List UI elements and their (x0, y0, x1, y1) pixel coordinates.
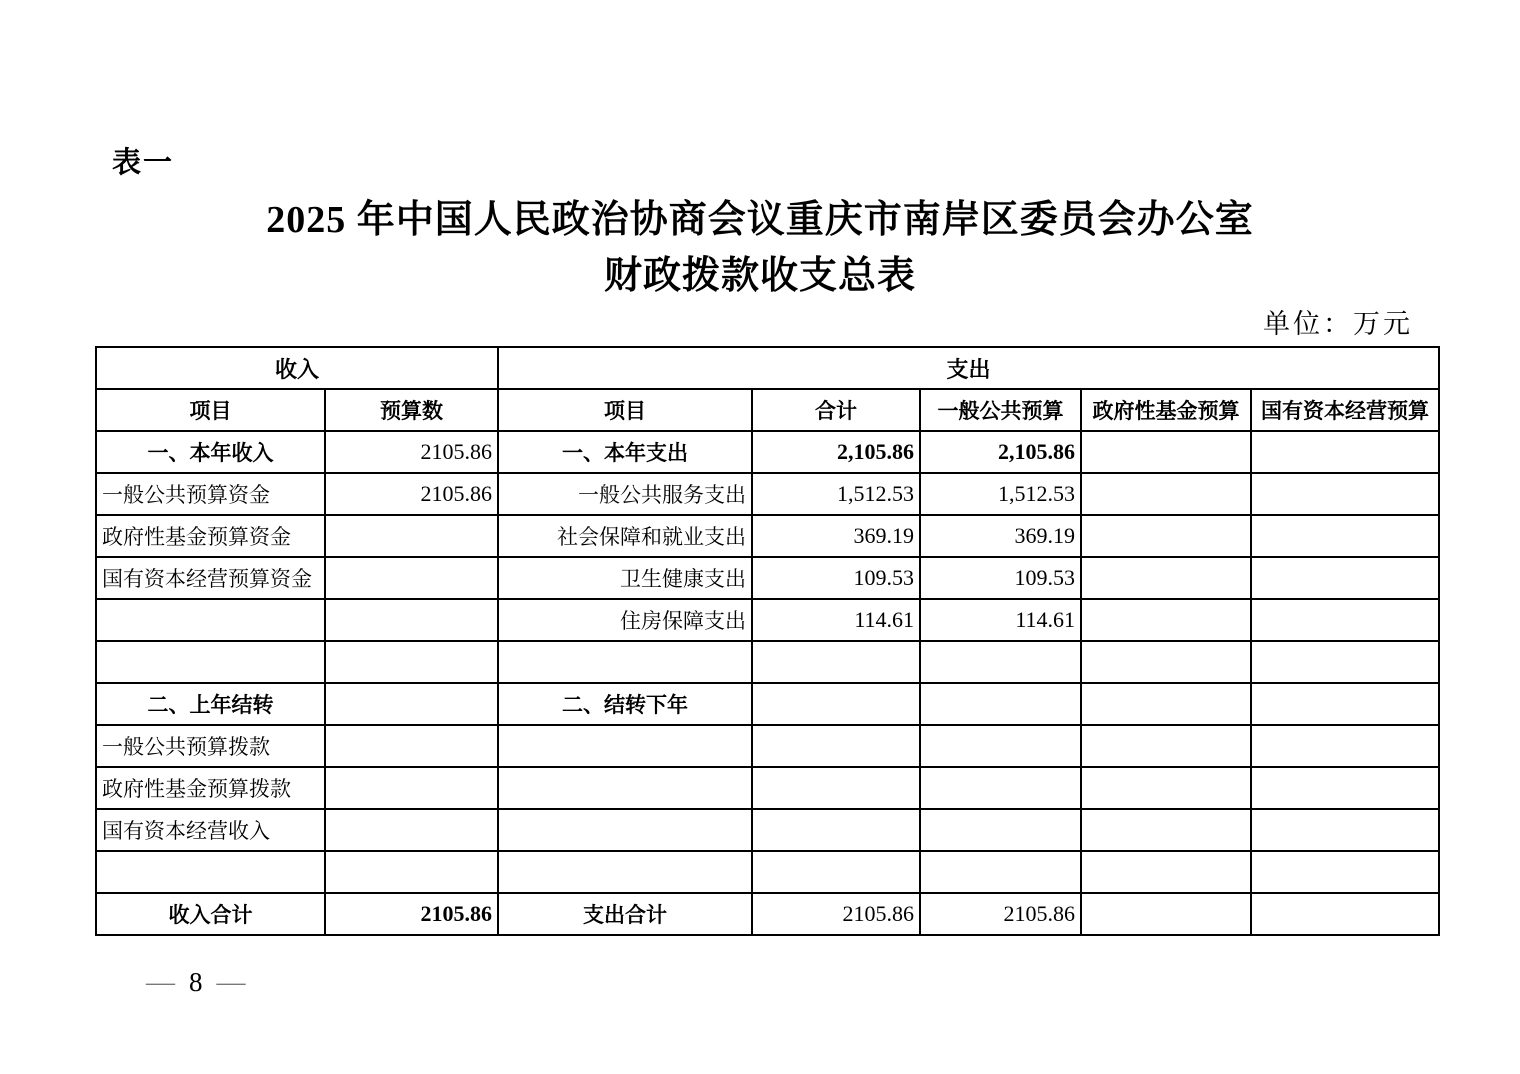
table-cell (920, 809, 1081, 851)
footer-left-dash: — (146, 966, 175, 998)
table-cell (498, 851, 752, 893)
table-cell (920, 641, 1081, 683)
table-row (96, 725, 1439, 767)
table-row (96, 515, 1439, 557)
table-cell: 2,105.86 (920, 431, 1081, 473)
table-cell (752, 767, 920, 809)
table-cell (498, 641, 752, 683)
table-cell (1081, 431, 1251, 473)
table-cell (325, 851, 498, 893)
col-header-general-public-budget: 一般公共预算 (920, 389, 1081, 431)
table-cell: 政府性基金预算拨款 (96, 767, 325, 809)
table-cell (96, 641, 325, 683)
table-cell: 一、本年收入 (96, 431, 325, 473)
table-cell (1251, 809, 1439, 851)
col-header-expense-item: 项目 (498, 389, 752, 431)
table-cell: 109.53 (920, 557, 1081, 599)
table-cell: 114.61 (920, 599, 1081, 641)
table-label: 表一 (112, 147, 175, 179)
table-cell: 卫生健康支出 (498, 557, 752, 599)
table-cell (1251, 725, 1439, 767)
table-cell (752, 683, 920, 725)
table-cell: 2105.86 (325, 893, 498, 935)
table-cell (325, 725, 498, 767)
table-cell (1251, 641, 1439, 683)
table-row (96, 557, 1439, 599)
table-cell (1081, 767, 1251, 809)
table-cell (325, 767, 498, 809)
table-cell (498, 725, 752, 767)
table-cell (1251, 515, 1439, 557)
table-cell (1081, 557, 1251, 599)
table-cell (325, 683, 498, 725)
table-cell: 收入合计 (96, 893, 325, 935)
table-cell: 一般公共预算资金 (96, 473, 325, 515)
table-cell: 一般公共预算拨款 (96, 725, 325, 767)
table-cell: 社会保障和就业支出 (498, 515, 752, 557)
table-cell (325, 599, 498, 641)
table-cell (1081, 851, 1251, 893)
table-cell (1081, 599, 1251, 641)
table-cell: 2105.86 (325, 473, 498, 515)
table-cell (325, 809, 498, 851)
table-row (96, 641, 1439, 683)
table-cell: 一、本年支出 (498, 431, 752, 473)
income-group-header: 收入 (96, 347, 498, 389)
table-cell (1251, 767, 1439, 809)
page-number: 8 (189, 967, 203, 997)
unit-label: 单位：万元 (1263, 309, 1413, 339)
table-cell: 369.19 (752, 515, 920, 557)
table-cell (752, 809, 920, 851)
document-title-line2: 财政拨款收支总表 (603, 255, 916, 297)
table-cell: 2105.86 (920, 893, 1081, 935)
table-row (96, 599, 1439, 641)
table-cell (1081, 641, 1251, 683)
table-cell (1081, 683, 1251, 725)
budget-table (95, 346, 1440, 936)
table-row (96, 809, 1439, 851)
table-cell: 国有资本经营预算资金 (96, 557, 325, 599)
table-cell (1081, 809, 1251, 851)
col-header-budget-amount: 预算数 (325, 389, 498, 431)
table-cell (1251, 599, 1439, 641)
table-cell (1251, 683, 1439, 725)
col-header-total: 合计 (752, 389, 920, 431)
table-cell (325, 641, 498, 683)
footer-right-dash: — (216, 966, 246, 998)
column-header-row (96, 389, 1439, 431)
total-row (96, 893, 1439, 935)
table-cell: 369.19 (920, 515, 1081, 557)
table-cell (498, 767, 752, 809)
table-cell (752, 851, 920, 893)
table-cell (1251, 431, 1439, 473)
table-cell (920, 683, 1081, 725)
table-cell (96, 599, 325, 641)
table-cell: 114.61 (752, 599, 920, 641)
col-header-state-capital-budget: 国有资本经营预算 (1251, 389, 1439, 431)
col-header-income-item: 项目 (96, 389, 325, 431)
table-cell (752, 725, 920, 767)
table-cell (498, 809, 752, 851)
expense-group-header: 支出 (498, 347, 1439, 389)
table-cell: 二、上年结转 (96, 683, 325, 725)
table-cell: 二、结转下年 (498, 683, 752, 725)
page-footer (146, 966, 246, 999)
table-cell (920, 725, 1081, 767)
table-row (96, 473, 1439, 515)
table-cell (920, 767, 1081, 809)
table-cell (752, 641, 920, 683)
table-cell: 2105.86 (325, 431, 498, 473)
table-cell: 支出合计 (498, 893, 752, 935)
table-row (96, 851, 1439, 893)
table-cell (96, 851, 325, 893)
table-cell: 政府性基金预算资金 (96, 515, 325, 557)
table-cell (1251, 893, 1439, 935)
table-cell: 2105.86 (752, 893, 920, 935)
table-row (96, 683, 1439, 725)
table-cell: 2,105.86 (752, 431, 920, 473)
table-cell: 一般公共服务支出 (498, 473, 752, 515)
table-cell (1081, 473, 1251, 515)
col-header-gov-fund-budget: 政府性基金预算 (1081, 389, 1251, 431)
table-row (96, 767, 1439, 809)
table-cell (1081, 893, 1251, 935)
document-title-line1: 2025 年中国人民政治协商会议重庆市南岸区委员会办公室 (266, 199, 1254, 241)
table-cell (1081, 725, 1251, 767)
table-row (96, 431, 1439, 473)
table-cell (1251, 557, 1439, 599)
table-cell (325, 557, 498, 599)
group-header-row (96, 347, 1439, 389)
table-cell (1081, 515, 1251, 557)
table-cell: 国有资本经营收入 (96, 809, 325, 851)
table-cell: 1,512.53 (752, 473, 920, 515)
table-cell (920, 851, 1081, 893)
table-cell (1251, 473, 1439, 515)
table-cell: 109.53 (752, 557, 920, 599)
table-cell (1251, 851, 1439, 893)
table-cell (325, 515, 498, 557)
table-cell: 住房保障支出 (498, 599, 752, 641)
table-cell: 1,512.53 (920, 473, 1081, 515)
